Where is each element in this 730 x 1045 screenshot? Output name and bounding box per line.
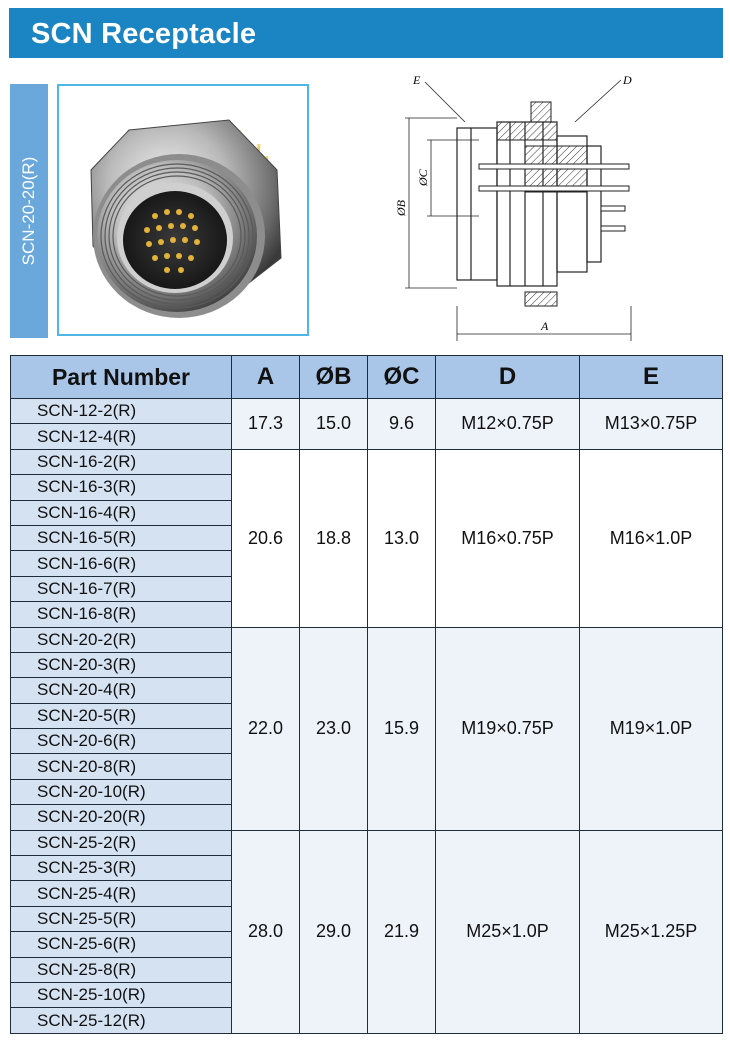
- table-header-row: [11, 356, 723, 399]
- dimension-e-cell: M16×1.0P: [580, 449, 723, 627]
- part-number-cell: SCN-20-10(R): [11, 779, 232, 804]
- part-number-cell: SCN-12-4(R): [11, 424, 232, 449]
- dimension-a-cell: 22.0: [232, 627, 300, 830]
- part-number-cell: SCN-25-12(R): [11, 1008, 232, 1033]
- part-number-cell: SCN-25-4(R): [11, 881, 232, 906]
- part-number-cell: SCN-20-4(R): [11, 678, 232, 703]
- connector-photo-image: [59, 86, 307, 334]
- dimension-d-cell: M16×0.75P: [436, 449, 580, 627]
- model-side-tab-label: SCN-20-20(R): [19, 156, 38, 266]
- header-e: E: [580, 356, 723, 399]
- dimension-b-cell: 29.0: [300, 830, 368, 1033]
- dimension-b-cell: 23.0: [300, 627, 368, 830]
- part-number-cell: SCN-25-2(R): [11, 830, 232, 855]
- part-number-cell: SCN-20-6(R): [11, 729, 232, 754]
- part-number-cell: SCN-16-5(R): [11, 525, 232, 550]
- part-number-cell: SCN-20-20(R): [11, 805, 232, 830]
- spec-table: [10, 355, 723, 1034]
- technical-drawing: [395, 66, 695, 346]
- dimension-a-cell: 17.3: [232, 399, 300, 450]
- dimension-c-cell: 15.9: [368, 627, 436, 830]
- part-number-cell: SCN-25-6(R): [11, 932, 232, 957]
- dimension-a-cell: 28.0: [232, 830, 300, 1033]
- table-row: [11, 399, 723, 424]
- title-banner: [9, 8, 723, 58]
- dimension-d-cell: M12×0.75P: [436, 399, 580, 450]
- part-number-cell: SCN-20-8(R): [11, 754, 232, 779]
- dimension-c-cell: 13.0: [368, 449, 436, 627]
- header-c: ØC: [368, 356, 436, 399]
- part-number-cell: SCN-25-3(R): [11, 856, 232, 881]
- drawing-label-c: ØC: [416, 169, 430, 186]
- table-row: [11, 449, 723, 474]
- part-number-cell: SCN-25-5(R): [11, 906, 232, 931]
- header-d: D: [436, 356, 580, 399]
- table-row: [11, 830, 723, 855]
- part-number-cell: SCN-25-8(R): [11, 957, 232, 982]
- model-side-tab: [10, 84, 48, 338]
- part-number-cell: SCN-16-3(R): [11, 475, 232, 500]
- header-b: ØB: [300, 356, 368, 399]
- header-a: A: [232, 356, 300, 399]
- dimension-a-cell: 20.6: [232, 449, 300, 627]
- dimension-c-cell: 21.9: [368, 830, 436, 1033]
- header-part-number: Part Number: [11, 356, 232, 399]
- table-row: [11, 627, 723, 652]
- drawing-label-b: ØB: [395, 200, 408, 216]
- dimension-e-cell: M13×0.75P: [580, 399, 723, 450]
- dimension-b-cell: 18.8: [300, 449, 368, 627]
- part-number-cell: SCN-20-5(R): [11, 703, 232, 728]
- dimension-c-cell: 9.6: [368, 399, 436, 450]
- part-number-cell: SCN-16-7(R): [11, 576, 232, 601]
- part-number-cell: SCN-12-2(R): [11, 399, 232, 424]
- dimension-d-cell: M19×0.75P: [436, 627, 580, 830]
- page-title: SCN Receptacle: [31, 18, 257, 50]
- drawing-label-e: E: [413, 73, 421, 87]
- dimension-d-cell: M25×1.0P: [436, 830, 580, 1033]
- part-number-cell: SCN-16-6(R): [11, 551, 232, 576]
- part-number-cell: SCN-20-3(R): [11, 652, 232, 677]
- part-number-cell: SCN-25-10(R): [11, 982, 232, 1007]
- part-number-cell: SCN-16-2(R): [11, 449, 232, 474]
- part-number-cell: SCN-20-2(R): [11, 627, 232, 652]
- drawing-label-d: D: [623, 73, 632, 87]
- dimension-b-cell: 15.0: [300, 399, 368, 450]
- part-number-cell: SCN-16-8(R): [11, 602, 232, 627]
- dimension-e-cell: M19×1.0P: [580, 627, 723, 830]
- dimension-e-cell: M25×1.25P: [580, 830, 723, 1033]
- part-number-cell: SCN-16-4(R): [11, 500, 232, 525]
- drawing-label-a: A: [541, 319, 549, 333]
- product-photo: [57, 84, 309, 336]
